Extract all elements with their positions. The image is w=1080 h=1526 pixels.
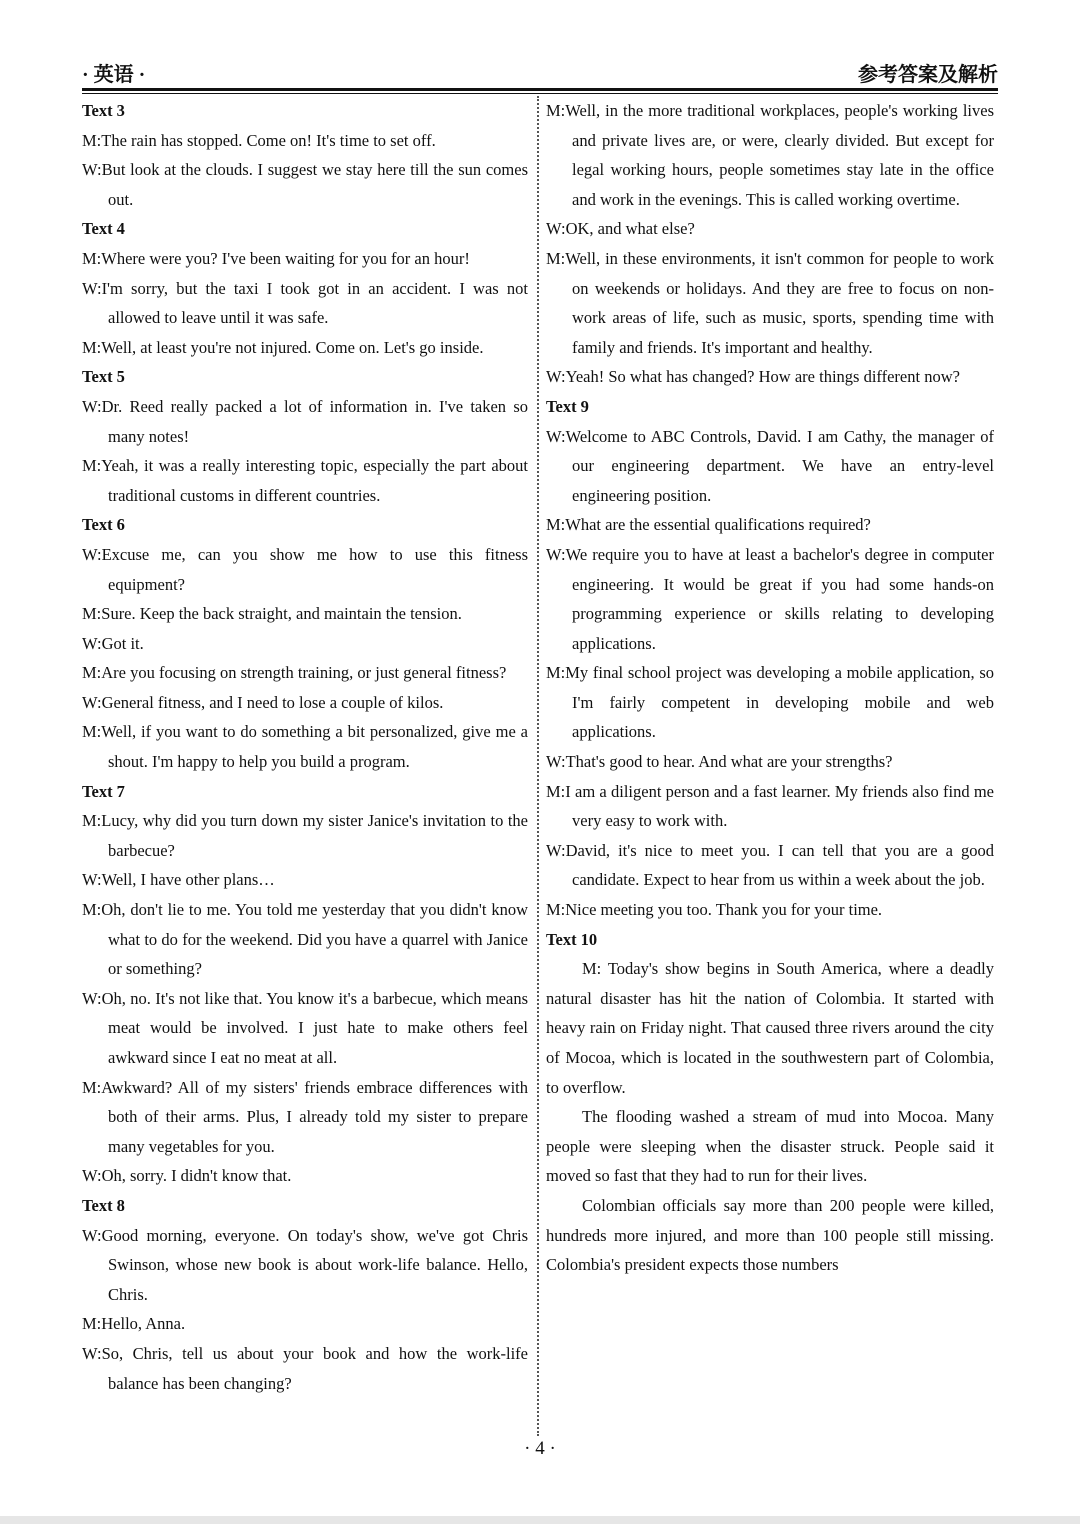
speaker-label: W [82, 160, 97, 180]
speaker-label: M [82, 248, 97, 268]
utterance: Awkward? All of my sisters' friends embrace differences with both of their arms. Plus, I already told my sister to prepare many vegetables for you. [101, 1077, 528, 1156]
dialogue-turn [82, 1221, 528, 1310]
text-heading: Text 6 [82, 515, 125, 535]
speaker-label: M [82, 1314, 97, 1334]
speaker-label: M [82, 337, 97, 357]
dialogue-turn [546, 510, 994, 540]
utterance: Welcome to ABC Controls, David. I am Cathy, the manager of our engineering department. We have an entry-level engineering position. [565, 426, 994, 505]
utterance: Where were you? I've been waiting for you for an hour! [101, 248, 470, 268]
speaker-colon: : [96, 722, 102, 742]
speaker-colon: : [560, 663, 566, 683]
speaker-label: M [546, 900, 561, 920]
dialogue-turn [82, 451, 528, 510]
utterance: OK, and what else? [565, 219, 695, 239]
speaker-colon: : [96, 456, 102, 476]
dialogue-turn [82, 984, 528, 1073]
header-rule [82, 88, 998, 91]
speaker-colon: : [560, 101, 566, 120]
speaker-label: W [546, 367, 561, 387]
utterance: So, Chris, tell us about your book and how the work-life balance has been changing? [101, 1343, 528, 1393]
dialogue-turn [546, 540, 994, 658]
utterance: Good morning, everyone. On today's show, we've got Chris Swinson, whose new book is about work-life balance. Hello, Chris. [101, 1225, 528, 1304]
utterance: But look at the clouds. I suggest we stay here till the sun comes out. [101, 160, 528, 209]
section-title: 参考答案及解析 [858, 64, 998, 86]
utterance: Are you focusing on strength training, or just general fitness? [101, 663, 507, 683]
speaker-label: W [546, 426, 561, 446]
speaker-label: W [82, 692, 97, 712]
dialogue-turn [82, 1339, 528, 1398]
subject-label: · 英语 · [82, 64, 146, 86]
text-heading: Text 4 [82, 219, 125, 239]
speaker-label: W [546, 840, 561, 860]
dialogue-turn [546, 658, 994, 747]
speaker-label: M [82, 456, 97, 476]
speaker-colon: : [560, 752, 566, 772]
utterance: Dr. Reed really packed a lot of information in. I've taken so many notes! [101, 396, 528, 446]
dialogue-turn [546, 214, 994, 244]
utterance: That's good to hear. And what are your strengths? [565, 752, 893, 772]
utterance: Well, in the more traditional workplaces, people's working lives and private lives are, or were, clearly divided. But except for legal working hours, people sometimes stay late in the office and work in the evenings. This is called working overtime. [565, 101, 994, 209]
utterance: Hello, Anna. [101, 1314, 186, 1334]
utterance: Well, in these environments, it isn't common for people to work on weekends or holidays. And they are free to focus on non-work areas of life, such as music, sports, spending time with family and friends. It's important and healthy. [565, 248, 994, 357]
speaker-label: W [546, 219, 561, 239]
text-heading: Text 3 [82, 101, 125, 120]
utterance: Well, I have other plans… [101, 870, 275, 890]
dialogue-turn [82, 688, 528, 718]
speaker-colon: : [96, 692, 102, 712]
speaker-label: M [82, 1077, 97, 1097]
paragraph: The flooding washed a stream of mud into Mocoa. Many people were sleeping when the disaster struck. People said it moved so fast that they had to run for their lives. [546, 1107, 994, 1186]
speaker-colon: : [96, 1077, 102, 1097]
dialogue-turn [82, 599, 528, 629]
dialogue-turn [546, 422, 994, 511]
speaker-label: M [546, 101, 561, 120]
speaker-colon: : [560, 781, 566, 801]
page-number: · 4 · [524, 1438, 556, 1459]
speaker-colon: : [96, 396, 102, 416]
dialogue-turn [546, 244, 994, 362]
utterance: General fitness, and I need to lose a couple of kilos. [101, 692, 444, 712]
speaker-label: M [546, 515, 561, 535]
utterance: We require you to have at least a bachelor's degree in computer engineering. It would be great if you had some hands-on programming experience or skills relating to developing applications. [565, 544, 994, 653]
speaker-label: M [546, 781, 561, 801]
speaker-colon: : [96, 900, 102, 920]
speaker-label: M [82, 811, 97, 831]
left-column [82, 96, 528, 1398]
dialogue-turn [82, 540, 528, 599]
dialogue-turn [546, 836, 994, 895]
column-divider [537, 96, 539, 1436]
dialogue-turn [82, 392, 528, 451]
text-heading: Text 7 [82, 781, 125, 801]
speaker-label: W [82, 278, 97, 298]
utterance: Yeah! So what has changed? How are things different now? [565, 367, 960, 387]
speaker-label: W [82, 1225, 97, 1245]
dialogue-turn [546, 895, 994, 925]
speaker-colon: : [96, 1225, 102, 1245]
header-rule-thin [82, 93, 998, 94]
dialogue-turn [82, 658, 528, 688]
paragraph: Colombian officials say more than 200 people were killed, hundreds more injured, and more than 100 people still missing. Colombia's president expects those numbers [546, 1195, 994, 1275]
text-heading: Text 10 [546, 929, 598, 949]
speaker-label: W [82, 396, 97, 416]
speaker-colon: : [96, 604, 102, 624]
speaker-label: M [546, 663, 561, 683]
utterance: The rain has stopped. Come on! It's time to set off. [101, 130, 436, 150]
speaker-colon: : [96, 1314, 102, 1334]
utterance: Nice meeting you too. Thank you for your time. [565, 900, 883, 920]
speaker-colon: : [96, 1343, 102, 1363]
dialogue-turn [82, 244, 528, 274]
speaker-colon: : [96, 811, 102, 831]
speaker-label: W [82, 870, 97, 890]
speaker-colon: : [560, 900, 566, 920]
utterance: Well, at least you're not injured. Come on. Let's go inside. [101, 337, 484, 357]
speaker-colon: : [96, 337, 102, 357]
speaker-label: W [82, 544, 97, 564]
utterance: Got it. [101, 633, 144, 653]
utterance: Oh, don't lie to me. You told me yesterday that you didn't know what to do for the weekend. Did you have a quarrel with Janice or something? [101, 900, 528, 979]
utterance: Lucy, why did you turn down my sister Janice's invitation to the barbecue? [101, 811, 528, 860]
dialogue-turn [546, 362, 994, 392]
dialogue-turn [82, 865, 528, 895]
dialogue-turn [82, 895, 528, 984]
speaker-colon: : [96, 1166, 102, 1186]
utterance: Yeah, it was a really interesting topic, especially the part about traditional customs in different countries. [101, 456, 528, 505]
dialogue-turn [546, 777, 994, 836]
speaker-colon: : [560, 515, 566, 535]
dialogue-turn [82, 1073, 528, 1162]
utterance: Excuse me, can you show me how to use this fitness equipment? [101, 544, 528, 594]
speaker-label: M [82, 604, 97, 624]
utterance: I'm sorry, but the taxi I took got in an accident. I was not allowed to leave until it was safe. [101, 278, 528, 328]
speaker-colon: : [560, 544, 566, 564]
utterance: David, it's nice to meet you. I can tell that you are a good candidate. Expect to hear from us within a week about the job. [565, 840, 994, 890]
utterance: I am a diligent person and a fast learner. My friends also find me very easy to work with. [565, 781, 994, 831]
speaker-colon: : [96, 870, 102, 890]
text-heading: Text 9 [546, 396, 589, 416]
dialogue-turn [82, 717, 528, 776]
speaker-colon: : [96, 544, 102, 564]
speaker-label: W [82, 1166, 97, 1186]
speaker-label: M [82, 722, 97, 742]
speaker-label: W [82, 988, 97, 1008]
speaker-colon: : [96, 988, 102, 1008]
dialogue-turn [82, 1309, 528, 1339]
speaker-colon: : [560, 248, 566, 268]
page-header [82, 58, 998, 88]
dialogue-turn [82, 155, 528, 214]
speaker-colon: : [96, 663, 102, 683]
speaker-colon: : [560, 367, 566, 387]
dialogue-turn [82, 274, 528, 333]
speaker-label: M [82, 130, 97, 150]
dialogue-turn [546, 747, 994, 777]
speaker-colon: : [560, 219, 566, 239]
utterance: Oh, sorry. I didn't know that. [101, 1166, 292, 1186]
dialogue-turn [82, 333, 528, 363]
utterance: Oh, no. It's not like that. You know it's a barbecue, which means meat would be involved. I just hate to make others feel awkward since I eat no meat at all. [101, 988, 528, 1067]
text-heading: Text 5 [82, 367, 125, 387]
utterance: Well, if you want to do something a bit personalized, give me a shout. I'm happy to help you build a program. [101, 722, 528, 772]
speaker-label: M [82, 663, 97, 683]
utterance: What are the essential qualifications required? [565, 515, 871, 535]
speaker-colon: : [96, 278, 102, 298]
dialogue-turn [82, 126, 528, 156]
speaker-label: M [546, 248, 561, 268]
speaker-label: M [82, 900, 97, 920]
paragraph: M: Today's show begins in South America, where a deadly natural disaster has hit the nation of Colombia. It started with heavy rain on Friday night. That caused three rivers around the city of Mocoa, which is located in the southwestern part of Colombia, to overflow. [546, 959, 994, 1097]
speaker-colon: : [96, 160, 102, 180]
utterance: My final school project was developing a mobile application, so I'm fairly competent in developing mobile and web applications. [565, 663, 994, 742]
speaker-colon: : [560, 840, 566, 860]
speaker-label: W [546, 752, 561, 772]
text-heading: Text 8 [82, 1195, 125, 1215]
right-column [546, 96, 994, 1280]
utterance: Sure. Keep the back straight, and maintain the tension. [101, 604, 462, 624]
speaker-colon: : [96, 248, 102, 268]
speaker-colon: : [96, 633, 102, 653]
dialogue-turn [546, 96, 994, 214]
speaker-label: W [82, 1343, 97, 1363]
speaker-colon: : [96, 130, 102, 150]
speaker-label: W [82, 633, 97, 653]
speaker-label: W [546, 544, 561, 564]
bottom-edge [0, 1516, 1080, 1524]
dialogue-turn [82, 806, 528, 865]
dialogue-turn [82, 1161, 528, 1191]
dialogue-turn [82, 629, 528, 659]
speaker-colon: : [560, 426, 566, 446]
